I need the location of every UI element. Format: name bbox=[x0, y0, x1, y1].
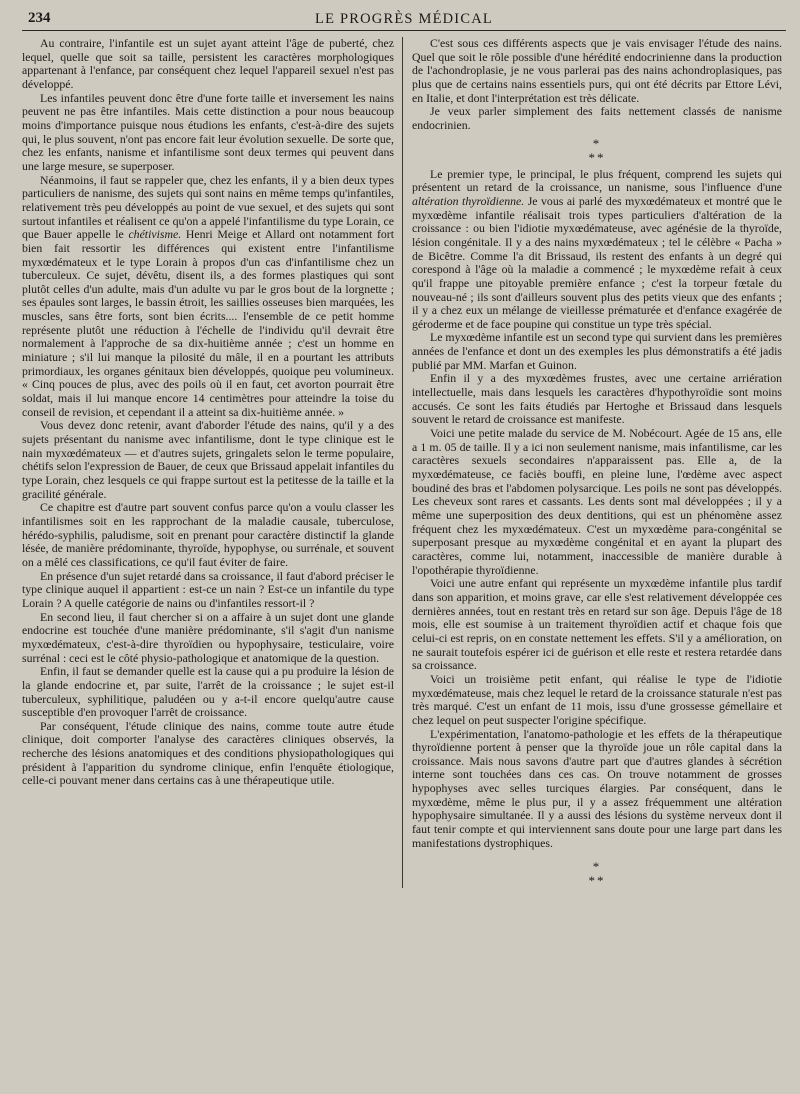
paragraph: Ce chapitre est d'autre part souvent confus parce qu'on a voulu classer les infantilismes soit en les rapprochant de la maladie causale, tuberculose, hérédo-syphilis, paludisme, soit en prenant pour caractère distinctif la glande lésée, de manière prédominante, thyroïde, hypophyse, ou surrénale, et souvent on a mêlé ces classifications, ce qu'il faut éviter de faire. bbox=[22, 500, 394, 569]
paragraph: Vous devez donc retenir, avant d'aborder l'étude des nains, qu'il y a des sujets présentant du nanisme avec infantilisme, dont le type clinique est le nain myxœdémateux — et d'autres sujets, gringalets selon le terme populaire, chétifs selon l'expression de Bauer, de ceux que Brissaud appelait infantiles du type Lorain, chez lesquels ce qui frappe surtout est la petitesse de la taille et la gracilité générale. bbox=[22, 418, 394, 501]
section-separator: * ** bbox=[588, 135, 606, 165]
right-column bbox=[402, 37, 782, 888]
italic-term: altération thyroïdienne. bbox=[412, 193, 525, 208]
paragraph-text: Le premier type, le principal, le plus fréquent, comprend les sujets qui présentent un retard de la croissance, un nanisme, sous l'influence d'une bbox=[412, 166, 782, 195]
page-header bbox=[22, 6, 786, 31]
paragraph: En second lieu, il faut chercher si on a affaire à un sujet dont une glande endocrine est touchée d'une manière prédominante, s'il s'agit d'un nanisme myxœdémateux, c'est-à-dire thyroïdien ou hypophysaire, testiculaire, voire surrénal : ceci est le côté physio-pathologique et anatomique de la question. bbox=[22, 609, 394, 665]
italic-term: chétivisme. bbox=[128, 227, 182, 242]
paragraph bbox=[412, 168, 782, 332]
paragraph: Enfin il y a des myxœdèmes frustes, avec une certaine arriération intellectuelle, mais dans lesquels les caractères d'hypothyroïdie sont moins accusés. Ce sont les faits étudiés par Hertoghe et Brissaud dans lesquels souvent le retard de croissance est manifeste. bbox=[412, 371, 782, 427]
paragraph: Voici une petite malade du service de M. Nobécourt. Agée de 15 ans, elle a 1 m. 05 de taille. Il y a ici non seulement nanisme, mais infantilisme, car les caractères sexuels secondaires n'apparaissent pas. Elle a, de la myxœdémateuse, ce faciès bouffi, en pleine lune, l'œdème avec aspect boudiné des bras et l'abdomen polysarcique. Les poils ne sont pas développés. Les cheveux sont rares et cassants. Les dents sont mal développées ; il y a même une superposition des deux dentitions, qui est un phénomène assez fréquent chez les myxœdémateux. C'est un myxœdème para-congénital se superposant presque au myxœdème congénital et en ayant la plupart des caractères, comme lui, notamment, inaccessible de manière durable à l'opothérapie thyroïdienne. bbox=[412, 426, 782, 577]
paragraph: En présence d'un sujet retardé dans sa croissance, il faut d'abord préciser le type clinique auquel il appartient : est-ce un nain ? Est-ce un infantile du type Lorain ? A quelle catégorie de nains ou d'infantiles ressort-il ? bbox=[22, 568, 394, 610]
left-column bbox=[22, 37, 402, 888]
section-separator: * ** bbox=[588, 859, 606, 889]
paragraph-text: Néanmoins, il faut se rappeler que, chez les enfants, il y a bien deux types particuliers de nanisme, des sujets qui sont nains en même temps qu'infantiles, relativement très peu développés au point de vue sexuel, et des sujets qui sont surtout infantiles et réalisent ce qu'on a appelé l'infantilisme du type Lorain, ce que Bauer appelle le bbox=[22, 172, 394, 242]
paragraph: C'est sous ces différents aspects que je vais envisager l'étude des nains. Quel que soit le rôle possible d'une hérédité endocrinienne dans la production de l'achondroplasie, je ne vous parlerai pas des nains achondroplasiques, pas plus que de certains nains essentiels purs, qui ont été décrits par Ettore Lévi, en Italie, et dont l'interprétation est très délicate. bbox=[412, 36, 782, 105]
paragraph: Voici un troisième petit enfant, qui réalise le type de l'idiotie myxœdémateuse, mais chez lequel le retard de la croissance staturale n'est pas très marqué. C'est un enfant de 11 mois, issu d'une grossesse gémellaire et chez lequel on peut suspecter l'origine spécifique. bbox=[412, 671, 782, 727]
paragraph-text: Je vous ai parlé des myxœdémateux et montré que le myxœdème infantile réalisait trois types particuliers d'altération de la croissance : ou bien l'idiotie myxœdémateuse, avec agénésie de la thyroïde, lésion congénitale. Il y a des nains myxœdémateux ; tel le célèbre « Pacha » de Bicêtre. Comme l'a dit Brissaud, ils restent des enfants à un degré qui corespond à l'âge où la maladie a commencé ; le myxœdème refait à ceux qu'il frappe une pitoyable première enfance ; c'est la torpeur fœtale du nouveau-né ; ils sont d'ailleurs souvent plus des petits vieux que des enfants ; il y a chez eux un mélange de vieillesse prématurée et d'enfance exagérée de géroderme et de face poupine qui constitue un type très spécial. bbox=[412, 193, 783, 331]
paragraph: Enfin, il faut se demander quelle est la cause qui a pu produire la lésion de la glande endocrine et, par suite, l'arrêt de la croissance ; le sujet est-il tuberculeux, syphilitique, paludéen ou y a-t-il encore quelqu'autre cause susceptible d'en provoquer l'arrêt de croissance. bbox=[22, 664, 394, 720]
paragraph bbox=[22, 174, 394, 420]
paragraph: Au contraire, l'infantile est un sujet ayant atteint l'âge de puberté, chez lequel, quelle que soit sa taille, persistent les caractères morphologiques appartenant à l'enfance, par conséquent chez lequel l'appareil sexuel n'est pas développé. bbox=[22, 36, 394, 91]
paragraph: Les infantiles peuvent donc être d'une forte taille et inversement les nains peuvent ne pas être infantiles. Mais cette distinction a pour nous beaucoup moins d'importance puisque nous étudions les enfants, c'est-à-dire des sujets qui, le plus souvent, n'ont pas encore fait leur évolution sexuelle. De sorte que, chez les enfants, nanisme et infantilisme sont deux termes qui peuvent dans une large mesure, se superposer. bbox=[22, 90, 394, 173]
paragraph: Voici une autre enfant qui représente un myxœdème infantile plus tardif dans son apparition, et moins grave, car elle s'est relativement développée ces dernières années, tout en restant très en retard sur son âge. Depuis l'âge de 18 mois, elle est soumise à un traitement thyroïdien actif et chaque fois que celui-ci est repris, on en constate nettement les effets. S'il y a amélioration, on ne saurait toutefois espérer ici de guérison et elle reste et restera retardée dans sa croissance. bbox=[412, 576, 782, 673]
paragraph: Je veux parler simplement des faits nettement classés de nanisme endocrinien. bbox=[412, 104, 782, 132]
paragraph-text: Henri Meige et Allard ont notamment fort bien fait ressortir les différences qui existent entre l'infantilisme myxœdémateux et le type Lorain à propos d'un cas d'infantilisme chez un tuberculeux. Ce sujet, dévêtu, disent ils, a des formes plastiques qui sont plutôt celles d'un adulte, mais d'un adulte vu par le gros bout de la lorgnette ; ses épaules sont larges, le bassin étroit, les saillies osseuses bien marquées, les muscles, sans être forts, sont bien écrits.... l'ensemble de ce petit homme représente plutôt une réduction à l'échelle de l'individu qu'il devrait être normalement à l'approche de sa dix-huitième année ; c'est un homme en miniature ; s'il lui manque la pilosité du mâle, il en a pourtant les attributs primordiaux, les organes génitaux bien développés, quoique peu volumineux. « Cinq pouces de plus, avec des poils où il en faut, cet avorton pourrait être soldat, mais il lui manque encore 14 centimètres pour atteindre la toise du conseil de revision, et cependant il a atteint sa dix-huitième année. » bbox=[22, 227, 395, 419]
running-title: LE PROGRÈS MÉDICAL bbox=[315, 11, 493, 27]
paragraph: Le myxœdème infantile est un second type qui survient dans les premières années de l'enfance et dont un des exemples les plus démonstratifs a été jadis publié par MM. Marfan et Guinon. bbox=[412, 330, 782, 372]
paragraph: L'expérimentation, l'anatomo-pathologie et les effets de la thérapeutique thyroïdienne portent à penser que la thyroïde joue un rôle capital dans la croissance. Mais nous savons d'autre part que d'autres glandes à sécrétion interne sont touchées dans ces cas. On trouve notamment de grosses hypophyses avec selles turciques élargies. Par conséquent, dans le myxœdème, même le plus pur, il y a assez fréquemment une altération hypophysaire simultanée. Il y a aussi des lésions du système nerveux dont il faut tenir compte et qui interviennent sans doute pour une large part dans les manifestations dystrophiques. bbox=[412, 726, 782, 850]
paragraph: Par conséquent, l'étude clinique des nains, comme toute autre étude clinique, doit comporter l'analyse des caractères cliniques observés, la recherche des lésions anatomiques et des conditions physiopathologiques qui président à l'apparition du syndrome clinique, enfin l'enquête étiologique, celle-ci pouvant mener dans certains cas à une thérapeutique utile. bbox=[22, 718, 394, 788]
page-number: 234 bbox=[28, 10, 51, 26]
text-columns bbox=[22, 37, 786, 888]
